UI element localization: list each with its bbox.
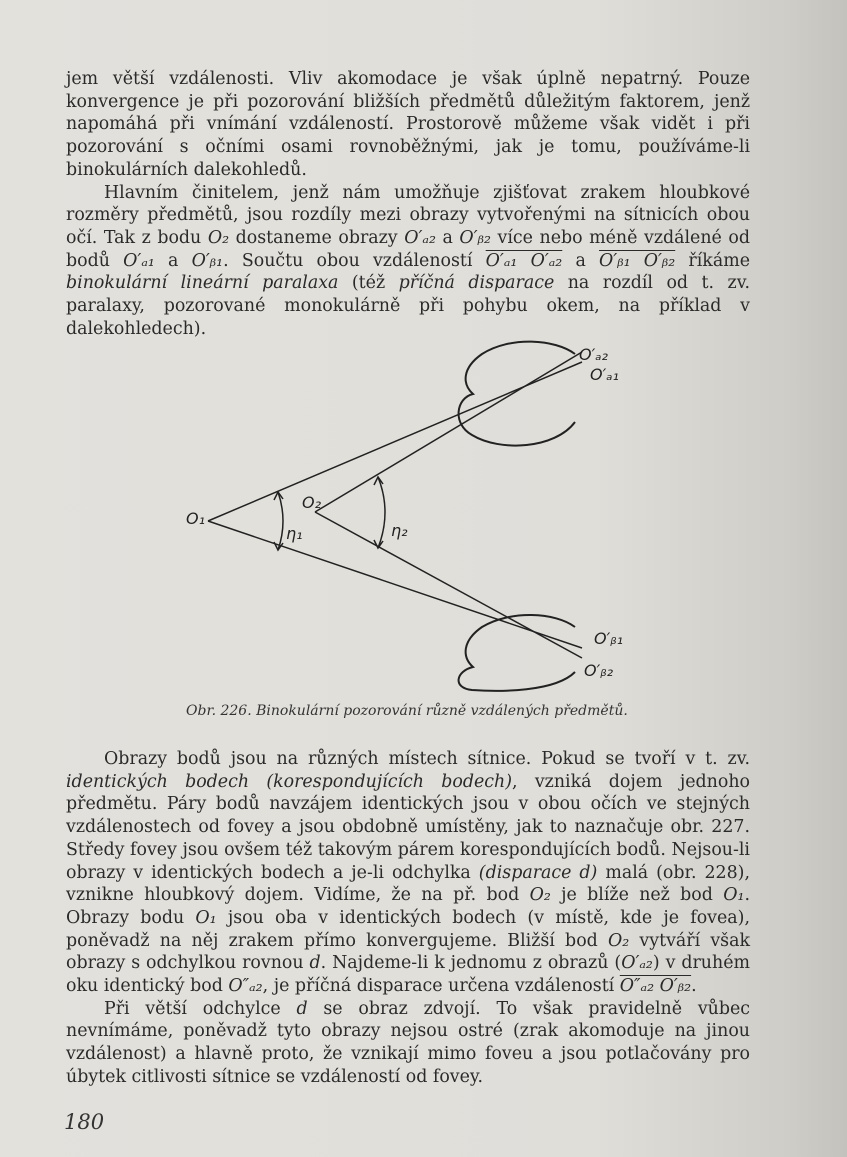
label-oa1: O′ₐ₁ [590,365,619,384]
text-run: . Součtu obou vzdáleností [223,250,486,271]
label-eta1: η₁ [286,524,303,543]
symbol-o2: O₂ [608,930,630,951]
symbol-oa2: O′ₐ₂ [621,953,653,974]
symbol-o1: O₁ [195,907,217,928]
upper-eye-outline [459,342,575,446]
top-text-block [66,68,750,340]
text-run: na rozdíl od t. zv. paralaxy, pozorované monokulárně při pohybu okem, na příklad v dalekohledech). [66,273,750,339]
text-run: . Najdeme-li k jednomu z obrazů ( [320,953,622,974]
label-eta2: η₂ [391,521,408,540]
text-run: . [691,976,697,997]
symbol-d: d [296,998,308,1019]
bottom-text-block [66,748,750,1089]
paragraph-4 [66,998,750,1089]
symbol-oa1: O′ₐ₁ [123,250,155,271]
symbol-oa2-double-prime: O″ₐ₂ [228,976,263,997]
term-identical-points: identických bodech (korespondujících bodech) [66,771,513,792]
symbol-o2: O₂ [529,885,551,906]
text-run: . Obrazy bodu [66,885,750,928]
paragraph-1: jem větší vzdálenosti. Vliv akomodace je však úplně nepatrný. Pouze konvergence je při pozorování bližších předmětů důležitým faktorem, jenž napomáhá při vnímání vzdáleností. Prostorově můžeme však vidět i při pozorování s očními osami rovnoběžnými, jak je tomu, používáme-li binokulárních dalekohledů. [66,69,750,180]
angle-arc-eta2 [378,477,385,548]
page-number: 180 [64,1110,105,1134]
text-run: a [562,250,600,271]
arrowhead-eta2-bottom [374,540,383,548]
symbol-o2: O₂ [207,227,230,248]
arrowhead-eta2-top [374,477,383,485]
label-o2: O₂ [302,493,322,512]
ray-o1-lower [208,521,582,648]
figure-caption: Obr. 226. Binokulární pozorování různě vzdálených předmětů. [186,703,628,719]
text-run: , vzniká dojem jednoho předmětu. Páry bodů navzájem identických jsou v obou očích ve stejných vzdálenostech od fovey a jsou obdobně umístěny, jak to naznačuje obr. 227. Středy fovey jsou ovšem též takovým párem korespondujících bodů. Nejsou-li obrazy v identických bodech a je-li odchylka [66,771,750,883]
text-run: a [154,250,192,271]
symbol-ob2: O′ᵦ₂ [459,227,491,248]
text-run: jsou oba v identických bodech (v místě, kde je fovea), poněvadž na něj zrakem přímo konvergujeme. Bližší bod [66,907,750,951]
text-run: , je příčná disparace určena vzdáleností [262,976,620,997]
segment-oa2-ob2: O″ₐ₂ O′ᵦ₂ [619,976,692,997]
symbol-oa2: O′ₐ₂ [404,227,436,248]
text-run: (též [338,273,399,294]
ray-o2-lower [315,512,582,658]
label-oa2: O′ₐ₂ [579,345,608,364]
segment-ob1-ob2: O′ᵦ₁ O′ᵦ₂ [599,250,676,271]
term-disparity-d: (disparace d) [478,862,598,883]
arrowhead-eta1-top [274,492,283,500]
symbol-d: d [309,953,321,974]
symbol-o1: O₁ [723,885,745,906]
text-run: ) v druhém oku identický bod [66,953,750,997]
term-transverse-disparity: příčná disparace [398,273,555,294]
figure-226 [170,332,690,692]
text-run: Hlavním činitelem, jenž nám umožňuje zjišťovat zrakem hloubkové rozměry předmětů, jsou rozdíly mezi obrazy vytvořenými na sítnicích obou očí. Tak z bodu [66,182,750,248]
text-run: je blíže než bod [550,885,724,906]
segment-oa1-oa2: O′ₐ₁ O′ₐ₂ [485,250,563,271]
arrowhead-eta1-bottom [274,542,283,550]
term-binocular-parallax: binokulární lineární paralaxa [66,273,339,294]
text-run: říkáme [675,250,750,271]
text-run: dostaneme obrazy [229,227,405,248]
text-run: více nebo méně vzdálené od bodů [66,227,750,271]
text-run: vytváří však obrazy s odchylkou rovnou [66,930,750,974]
text-run: se obraz zdvojí. To však pravidelně vůbec nevnímáme, poněvadž tyto obrazy nejsou ostré (zrak akomoduje na jinou vzdálenost) a hlavně proto, že vznikají mimo foveu a jsou potlačovány pro úbytek citlivosti sítnice se vzdáleností od fovey. [66,998,751,1087]
angle-arc-eta1 [278,492,283,550]
symbol-ob1: O′ᵦ₁ [191,250,224,271]
text-run: Při větší odchylce [104,998,297,1019]
label-o1: O₁ [186,509,206,528]
binocular-diagram [170,332,690,692]
label-ob2: O′ᵦ₂ [584,661,614,680]
label-ob1: O′ᵦ₁ [594,629,624,648]
paragraph-3 [66,748,750,998]
text-run: malá (obr. 228), vznikne hloubkový dojem. Vidíme, že na př. bod [66,862,750,906]
text-run: a [435,227,460,248]
ray-o2-upper [315,352,582,512]
paragraph-2 [66,182,750,341]
text-run: Obrazy bodů jsou na různých místech sítnice. Pokud se tvoří v t. zv. [104,749,750,769]
